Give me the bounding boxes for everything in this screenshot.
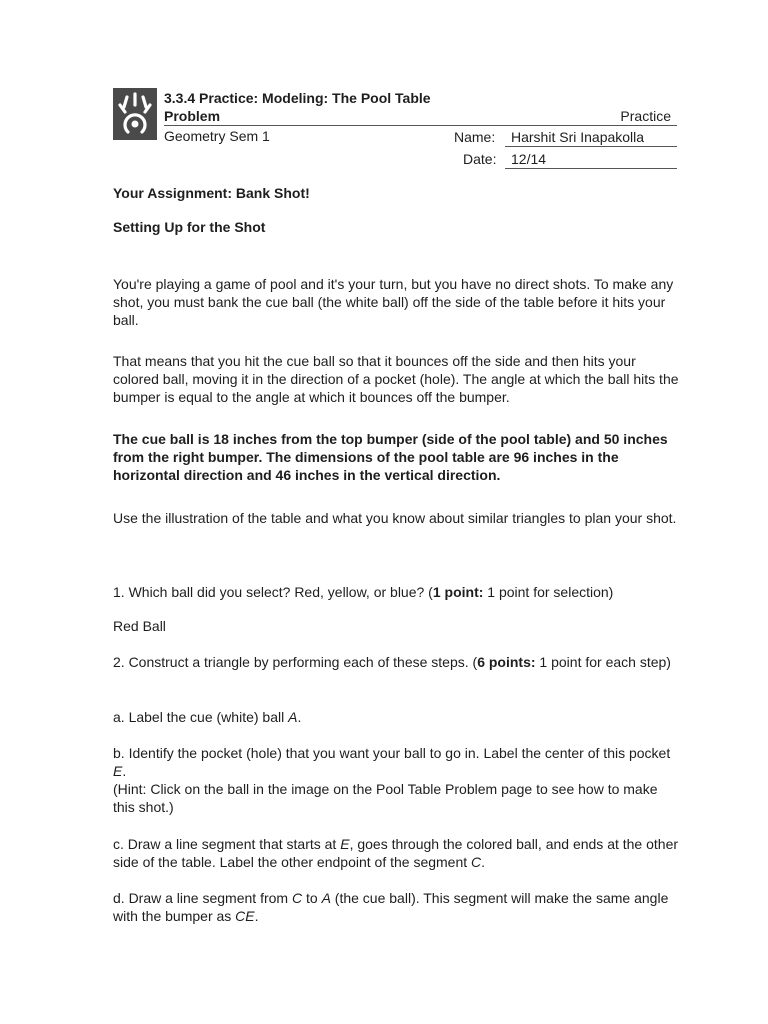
title-line-1: 3.3.4 Practice: Modeling: The Pool Table [164, 90, 431, 106]
step-d-var-1: C [291, 890, 303, 906]
assignment-title [164, 89, 431, 125]
name-label: Name: [454, 129, 496, 145]
table-dimensions-paragraph: The cue ball is 18 inches from the top bumper (side of the pool table) and 50 inches from the right bumper. The dimensions of the pool table are 96 inches in the horizontal direction and 46 inches in the vertical direction. [113, 431, 668, 483]
step-a-text: a. Label the cue (white) ball [113, 709, 289, 725]
question-1-answer[interactable]: Red Ball [113, 618, 166, 634]
step-d-text: d. Draw a line segment from [113, 890, 292, 906]
step-d [113, 889, 679, 925]
date-field[interactable]: 12/14 [505, 150, 677, 169]
question-1-points-detail: 1 point for selection) [483, 584, 614, 600]
question-2-points: 6 points: [477, 654, 536, 670]
bank-shot-paragraph: That means that you hit the cue ball so that it bounces off the side and then hits your colored ball, moving it in the direction of a pocket (hole). The angle at which the ball hits the bumper is equal to the angle at which it bounces off the bumper. [113, 353, 679, 405]
question-2-text: 2. Construct a triangle by performing each of these steps. ( [113, 654, 478, 670]
lightbulb-logo-icon [113, 88, 157, 140]
step-b-var: E [113, 763, 123, 779]
step-a-var: A [288, 709, 298, 725]
intro-paragraph: You're playing a game of pool and it's your turn, but you have no direct shots. To make any shot, you must bank the cue ball (the white ball) off the side of the table before it hits your ball. [113, 276, 674, 328]
step-c-text-2: , goes through the colored ball, and ends at the other side of the table. Label the other endpoint of the segment [113, 836, 679, 870]
question-2-points-detail: 1 point for each step) [535, 654, 671, 670]
step-b-hint: (Hint: Click on the ball in the image on the Pool Table Problem page to see how to make this shot.) [113, 781, 658, 815]
section-heading: Setting Up for the Shot [113, 219, 266, 235]
step-a [113, 708, 679, 726]
step-d-var-2: A [321, 890, 331, 906]
doc-type-label: Practice [620, 108, 671, 124]
assignment-heading: Your Assignment: Bank Shot! [113, 185, 310, 201]
header-divider [164, 125, 677, 126]
step-c [113, 835, 679, 871]
question-2 [113, 653, 679, 671]
step-b-text: b. Identify the pocket (hole) that you want your ball to go in. Label the center of this pocket [113, 745, 671, 761]
step-c-end: . [481, 854, 486, 870]
step-d-text-2: to [302, 890, 322, 906]
name-field[interactable]: Harshit Sri Inapakolla [505, 128, 677, 147]
question-1-text: 1. Which ball did you select? Red, yellow, or blue? ( [113, 584, 433, 600]
step-a-end: . [297, 709, 302, 725]
step-d-end: . [254, 908, 259, 924]
step-d-var-3: CE [235, 908, 255, 924]
step-b [113, 744, 679, 816]
question-1-points: 1 point: [432, 584, 484, 600]
course-name: Geometry Sem 1 [164, 128, 270, 144]
step-c-var-2: C [471, 854, 482, 870]
title-line-2: Problem [164, 108, 221, 124]
question-1 [113, 583, 679, 601]
date-label: Date: [463, 151, 497, 167]
step-b-end: . [122, 763, 127, 779]
instructions-paragraph: Use the illustration of the table and what you know about similar triangles to plan your shot. [113, 510, 677, 526]
step-c-var-1: E [340, 836, 350, 852]
step-c-text: c. Draw a line segment that starts at [113, 836, 341, 852]
step-d-text-3: (the cue ball). This segment will make the same angle with the bumper as [113, 890, 669, 924]
